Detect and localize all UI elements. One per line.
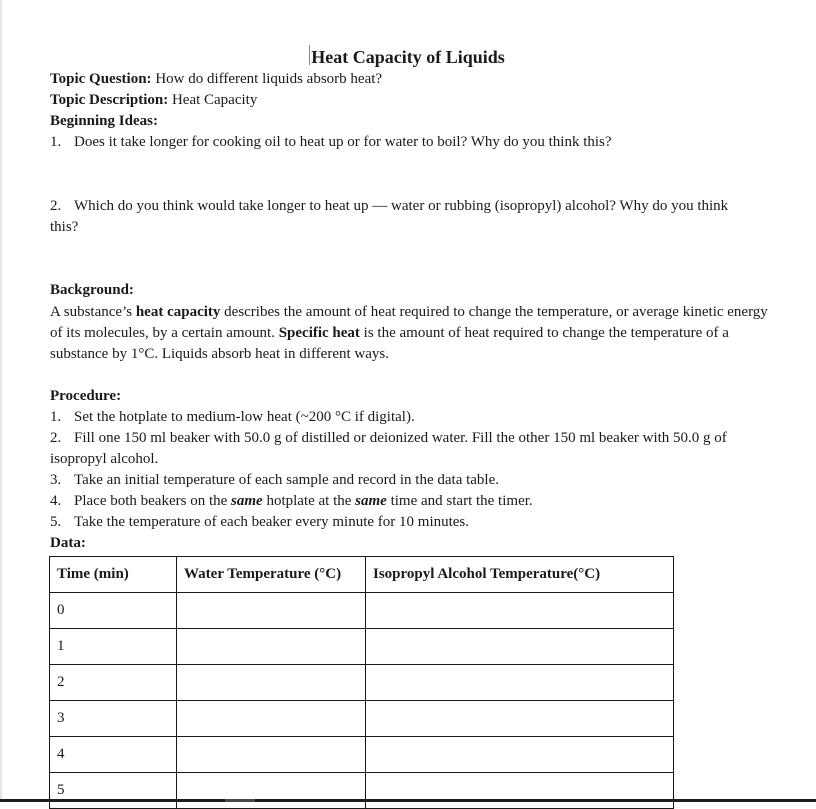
procedure-step (50, 407, 415, 427)
topic-question (50, 69, 382, 89)
table-row (50, 593, 674, 629)
time-cell: 4 (50, 737, 177, 773)
alcohol-temp-cell[interactable] (366, 665, 674, 701)
list-number: 2. (50, 198, 62, 214)
water-temp-cell[interactable] (177, 665, 366, 701)
topic-description-label: Topic Description: (50, 92, 169, 108)
beginning-ideas-heading (50, 111, 158, 131)
water-temp-cell[interactable] (177, 737, 366, 773)
list-text: Place both beakers on the (74, 493, 232, 509)
list-text: Which do you think would take longer to heat up — water or rubbing (isopropyl) alcohol? Why do you think this? (50, 198, 729, 235)
list-number: 1. (50, 409, 62, 425)
topic-question-label: Topic Question: (50, 71, 152, 87)
table-row (50, 737, 674, 773)
list-text: time and start the timer. (386, 493, 533, 509)
list-number: 4. (50, 493, 62, 509)
table-row (50, 773, 674, 809)
topic-description-text: Heat Capacity (168, 92, 258, 108)
background-heading (50, 280, 134, 300)
table-row (50, 665, 674, 701)
alcohol-temp-cell[interactable] (366, 629, 674, 665)
list-text: Take an initial temperature of each sample and record in the data table. (74, 472, 500, 488)
list-text: hotplate at the (262, 493, 356, 509)
time-cell: 1 (50, 629, 177, 665)
list-number: 3. (50, 472, 62, 488)
table-header-row (50, 557, 674, 593)
time-cell: 3 (50, 701, 177, 737)
term-heat-capacity: heat capacity (135, 304, 221, 320)
procedure-step (50, 512, 469, 532)
list-text: Take the temperature of each beaker every minute for 10 minutes. (74, 514, 470, 530)
procedure-heading (50, 386, 121, 406)
background-text: is the amount of heat required to change the temperature of a substance by 1°C. Liquids absorb heat in different ways. (50, 325, 729, 362)
document-title: Heat Capacity of Liquids (311, 47, 505, 67)
list-number: 1. (50, 134, 62, 150)
procedure-step (50, 428, 775, 470)
water-temp-cell[interactable] (177, 593, 366, 629)
header-water-temperature: Water Temperature (°C) (177, 557, 366, 593)
list-number: 2. (50, 430, 62, 446)
background-label: Background: (50, 282, 134, 298)
water-temp-cell[interactable] (177, 701, 366, 737)
list-text: Set the hotplate to medium-low heat (~200 °C if digital). (74, 409, 415, 425)
beginning-idea-item (50, 132, 612, 152)
procedure-step (50, 470, 499, 490)
alcohol-temp-cell[interactable] (366, 737, 674, 773)
list-text: Does it take longer for cooking oil to heat up or for water to boil? Why do you think this? (74, 134, 612, 150)
emphasis-same: same (355, 493, 387, 509)
water-temp-cell[interactable] (177, 773, 366, 809)
background-paragraph (50, 302, 778, 365)
table-row (50, 629, 674, 665)
water-temp-cell[interactable] (177, 629, 366, 665)
background-text: A substance’s (50, 304, 136, 320)
list-text: Fill one 150 ml beaker with 50.0 g of distilled or deionized water. Fill the other 150 ml beaker with 50.0 g of isopropyl alcohol. (50, 430, 727, 467)
term-specific-heat: Specific heat (278, 325, 360, 341)
emphasis-same: same (231, 493, 263, 509)
procedure-step (50, 491, 533, 511)
list-number: 5. (50, 514, 62, 530)
text-cursor (309, 45, 310, 65)
data-table (49, 556, 674, 809)
time-cell: 0 (50, 593, 177, 629)
topic-question-text: How do different liquids absorb heat? (151, 71, 383, 87)
data-heading (50, 533, 86, 553)
background-text: describes the amount of heat required to change the temperature, or average kinetic energy of its molecules, by a certain amount. (50, 304, 768, 341)
alcohol-temp-cell[interactable] (366, 773, 674, 809)
alcohol-temp-cell[interactable] (366, 593, 674, 629)
table-row (50, 701, 674, 737)
topic-description (50, 90, 257, 110)
header-time: Time (min) (50, 557, 177, 593)
alcohol-temp-cell[interactable] (366, 701, 674, 737)
time-cell: 5 (50, 773, 177, 809)
data-label: Data: (50, 535, 86, 551)
header-alcohol-temperature: Isopropyl Alcohol Temperature(°C) (366, 557, 674, 593)
beginning-idea-item (50, 196, 750, 238)
procedure-label: Procedure: (50, 388, 122, 404)
beginning-ideas-label: Beginning Ideas: (50, 113, 158, 129)
time-cell: 2 (50, 665, 177, 701)
